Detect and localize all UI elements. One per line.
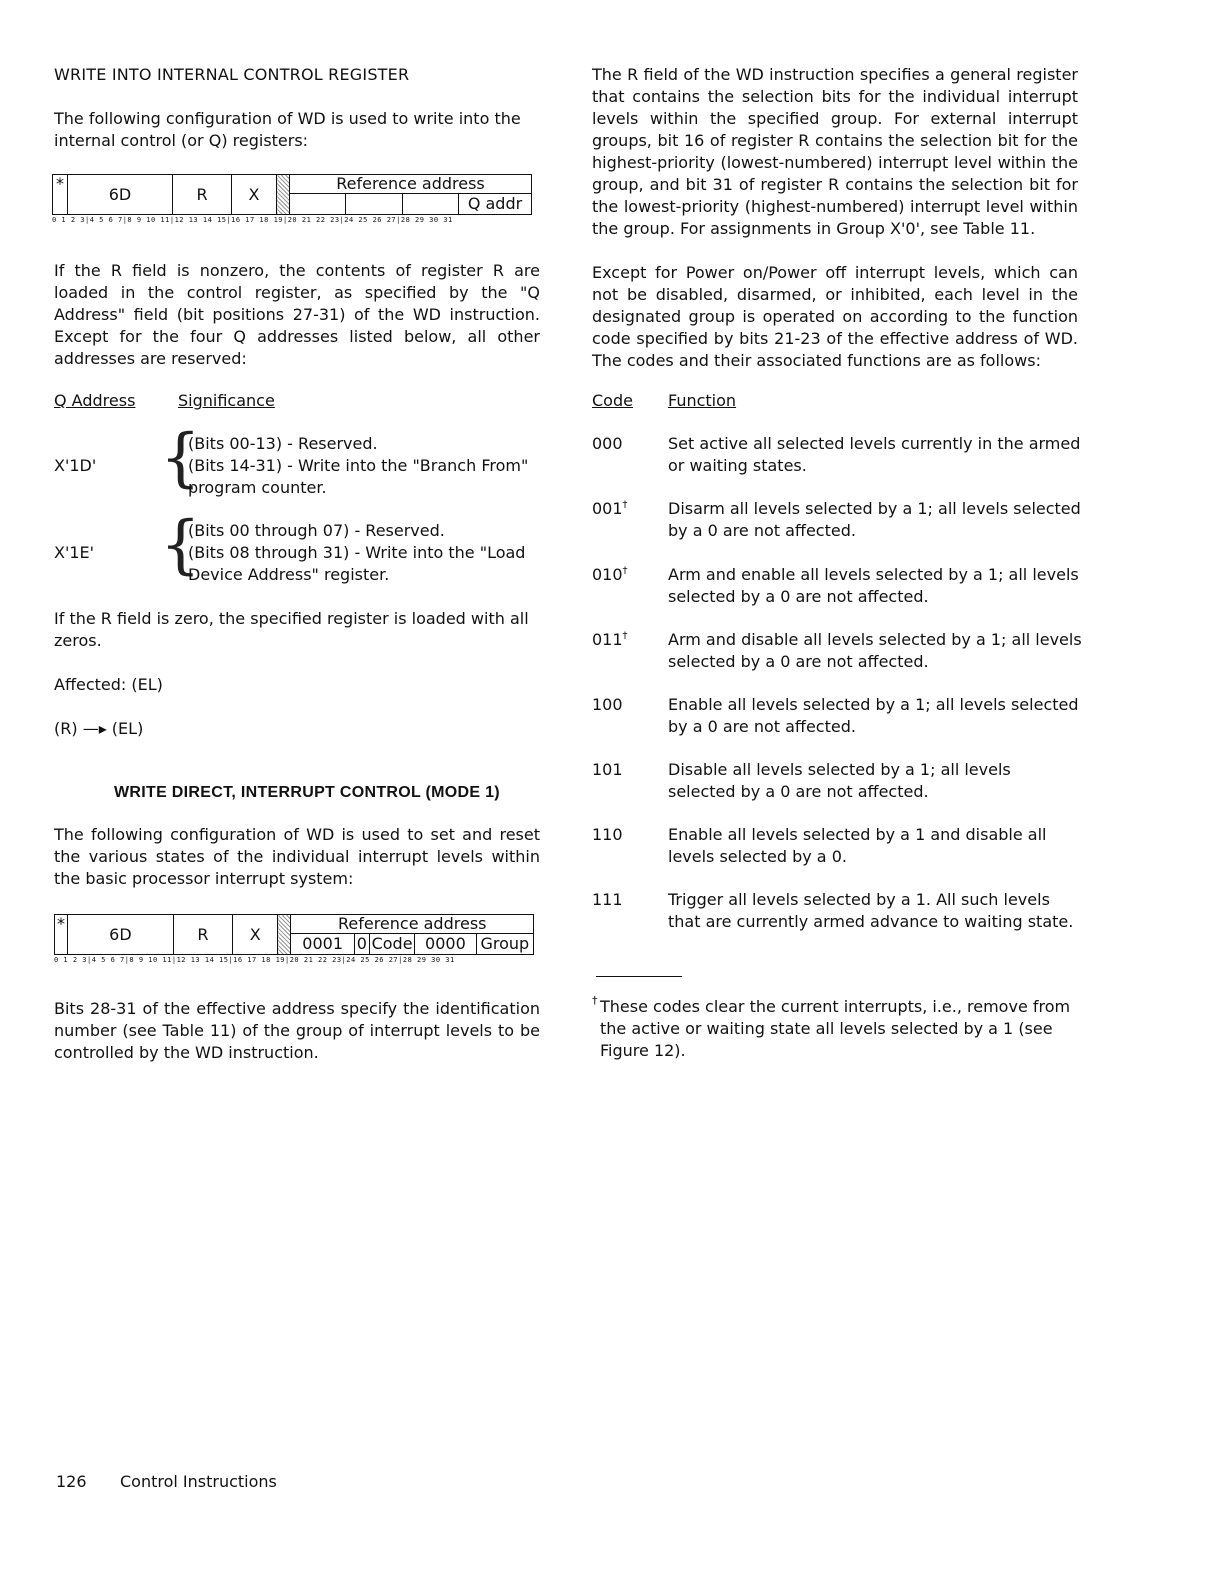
r-field: R bbox=[173, 915, 232, 955]
r-zero-paragraph: If the R field is zero, the specified register is loaded with all zeros. bbox=[54, 609, 529, 650]
qaddr-field: Q addr bbox=[459, 194, 532, 215]
group-field: Group bbox=[476, 934, 533, 955]
q-address-table bbox=[54, 390, 544, 590]
mode-intro-paragraph: The following configuration of WD is used to set and reset the various states of the individual interrupt levels within the basic processor interrupt system: bbox=[54, 825, 540, 888]
reference-address-label: Reference address bbox=[291, 915, 534, 934]
bit-numbers: 0 1 2 3|4 5 6 7|8 9 10 11|12 13 14 15|16 17 18 19|20 21 22 23|24 25 26 27|28 29 30 31 bbox=[54, 956, 455, 964]
operation-formula: (R) —▸ (EL) bbox=[54, 719, 144, 738]
footnote bbox=[592, 996, 1086, 1062]
affected-line: Affected: (EL) bbox=[54, 675, 163, 694]
footnote-text: These codes clear the current interrupts, i.e., remove from the active or waiting state all levels selected by a 1 (see Figure 12). bbox=[600, 997, 1071, 1060]
right-column bbox=[592, 64, 1078, 372]
q-address-header: Q Address bbox=[54, 391, 136, 410]
code-field: Code bbox=[369, 934, 414, 955]
q-address-1e: X'1E' bbox=[54, 543, 95, 562]
code-table: Code Function 000 Set active all selected levels currently in the armed or waiting states. 001† Disarm all levels selected by a 1; all levels selected by a 0 are not affected. 010† Arm and enable all levels selected by a 1; all levels selected by a 0 are not affected. 011† Arm and disable all levels selected by a 1; all levels selected by a 0 are not affected. 100 Enable all levels selected by a 1; all levels selected by a 0 are not affected. 101 Disable all levels selected by a 1; all levels selected by a 0 are not affected. 110 Enable all levels selected by a 1 and disable all levels selected by a 0. 111 Trigger all levels selected by a 1. All such levels that are currently armed advance to waiting state. bbox=[592, 391, 1082, 931]
group-bits-paragraph: Bits 28-31 of the effective address specify the identification number (see Table 11) of the group of interrupt levels to be controlled by the WD instruction. bbox=[54, 999, 540, 1062]
format-table-interrupt bbox=[54, 914, 534, 955]
shaded-bit bbox=[277, 175, 290, 215]
format-table-q bbox=[52, 174, 532, 215]
function-code-paragraph: Except for Power on/Power off interrupt levels, which can not be disabled, disarmed, or inhibited, each level in the designated group is operated on according to the function code specified by bits 21-23 of the effective address of WD. The codes and their associated functions are as follows: bbox=[592, 263, 1078, 370]
mode-heading: WRITE DIRECT, INTERRUPT CONTROL (MODE 1) bbox=[114, 784, 500, 801]
page-number: 126 bbox=[56, 1472, 87, 1491]
q-address-1d: X'1D' bbox=[54, 456, 97, 475]
shaded-bit bbox=[278, 915, 291, 955]
significance-header: Significance bbox=[178, 391, 275, 410]
footnote-rule bbox=[596, 976, 682, 977]
section-name: Control Instructions bbox=[120, 1472, 277, 1491]
fixed-bit-0: 0 bbox=[354, 934, 369, 955]
fixed-bits-0000: 0000 bbox=[415, 934, 476, 955]
instruction-format-q bbox=[52, 174, 534, 225]
opcode-field: 6D bbox=[68, 175, 173, 215]
reference-address-label: Reference address bbox=[290, 175, 532, 194]
instruction-format-interrupt bbox=[54, 914, 536, 965]
brace-icon: { bbox=[160, 421, 201, 495]
left-column bbox=[54, 64, 540, 152]
r-field: R bbox=[173, 175, 232, 215]
q-significance-1e: (Bits 00 through 07) - Reserved. (Bits 08 through 31) - Write into the "Load Device Address" register. bbox=[188, 521, 526, 584]
r-field-selection-paragraph: The R field of the WD instruction specifies a general register that contains the selection bits for the individual interrupt levels within the specified group. For external interrupt groups, bit 16 of register R contains the selection bit for the highest-priority (lowest-numbered) interrupt level within the group, and bit 31 of register R contains the selection bit for the lowest-priority (highest-numbered) interrupt level within the group. For assignments in Group X'0', see Table 11. bbox=[592, 65, 1078, 238]
r-field-paragraph: If the R field is nonzero, the contents of register R are loaded in the control register, as specified by the "Q Address" field (bit positions 27-31) of the WD instruction. Except for the four Q addresses listed below, all other addresses are reserved: bbox=[54, 261, 540, 368]
brace-icon: { bbox=[160, 508, 201, 582]
x-field: X bbox=[232, 175, 277, 215]
fixed-bits-0001: 0001 bbox=[291, 934, 354, 955]
bit-numbers: 0 1 2 3|4 5 6 7|8 9 10 11|12 13 14 15|16 17 18 19|20 21 22 23|24 25 26 27|28 29 30 31 bbox=[52, 216, 453, 224]
x-field: X bbox=[233, 915, 278, 955]
footnote-mark: † bbox=[592, 994, 598, 1007]
intro-paragraph: The following configuration of WD is used to write into the internal control (or Q) registers: bbox=[54, 109, 521, 150]
section-title: WRITE INTO INTERNAL CONTROL REGISTER bbox=[54, 65, 410, 84]
code-header: Code bbox=[592, 391, 633, 410]
function-header: Function bbox=[668, 391, 737, 410]
indirect-bit: * bbox=[55, 915, 68, 955]
q-significance-1d: (Bits 00-13) - Reserved. (Bits 14-31) - Write into the "Branch From" program counter. bbox=[188, 434, 529, 497]
opcode-field: 6D bbox=[68, 915, 174, 955]
indirect-bit: * bbox=[53, 175, 68, 215]
